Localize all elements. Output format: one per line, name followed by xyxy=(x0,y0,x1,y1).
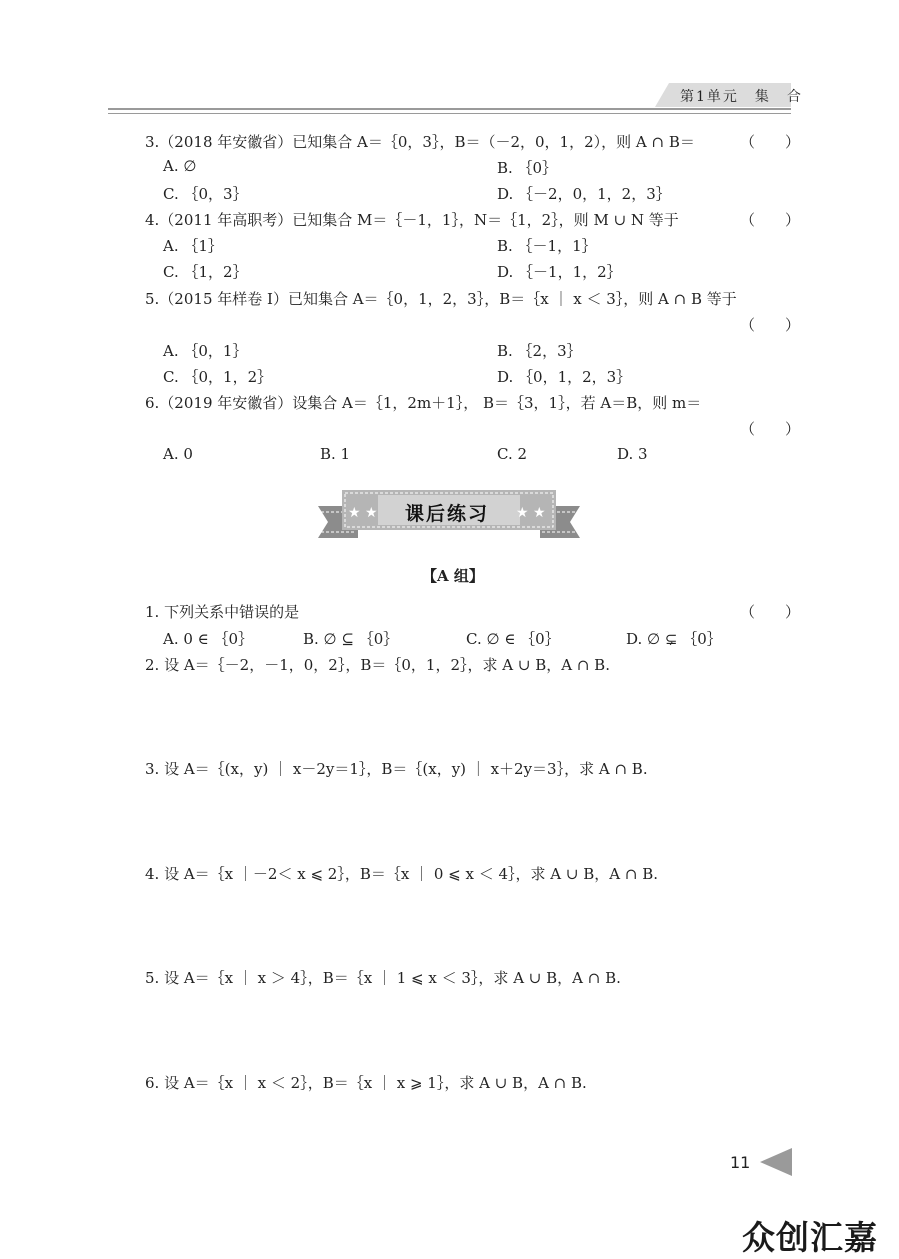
section-title: 课后练习 xyxy=(405,503,490,525)
page-number: 11 xyxy=(730,1153,751,1172)
question-6-option-d: D. 3 xyxy=(617,445,648,463)
question-5-option-d: D. ｛0，1，2，3｝ xyxy=(497,368,632,386)
group-label: 【A 组】 xyxy=(422,567,484,585)
star-icon: ★ ★ xyxy=(516,505,546,521)
question-5-option-c: C. ｛0，1，2｝ xyxy=(163,368,273,386)
exercise-2-stem: 2. 设 A＝｛－2，－1，0，2｝，B＝｛0，1，2｝，求 A ∪ B，A ∩ B. xyxy=(145,656,610,674)
exercise-3-stem: 3. 设 A＝｛(x，y) ｜ x－2y＝1｝，B＝｛(x，y) ｜ x＋2y＝3｝，求 A ∩ B. xyxy=(145,760,648,778)
question-6-answer-paren: （ ） xyxy=(740,420,801,438)
exercise-1-option-a: A. 0 ∈ ｛0｝ xyxy=(163,630,254,648)
question-4-option-a: A. ｛1｝ xyxy=(163,237,223,255)
question-3-answer-paren: （ ） xyxy=(740,133,801,151)
star-icon: ★ ★ xyxy=(348,505,378,521)
question-4-answer-paren: （ ） xyxy=(740,211,801,229)
exercise-1-option-d: D. ∅ ⊊ ｛0｝ xyxy=(626,630,722,648)
question-3-option-d: D. ｛－2，0，1，2，3｝ xyxy=(497,185,671,203)
exercise-1-option-b: B. ∅ ⊆ ｛0｝ xyxy=(303,630,399,648)
question-3-option-a: A. ∅ xyxy=(163,157,197,175)
question-4-option-b: B. ｛－1，1｝ xyxy=(497,237,597,255)
unit-title: 第1单元 集 合 xyxy=(680,89,803,105)
exercise-6-stem: 6. 设 A＝｛x ｜ x ＜ 2｝，B＝｛x ｜ x ⩾ 1｝，求 A ∪ B，A ∩ B. xyxy=(145,1074,587,1092)
question-5-option-b: B. ｛2，3｝ xyxy=(497,342,582,360)
question-6-option-b: B. 1 xyxy=(320,445,351,463)
question-3-option-c: C. ｛0，3｝ xyxy=(163,185,248,203)
exercise-1-stem: 1. 下列关系中错误的是 xyxy=(145,603,300,621)
watermark: 众创汇嘉 xyxy=(742,1218,878,1257)
question-5-option-a: A. ｛0，1｝ xyxy=(163,342,248,360)
question-5-answer-paren: （ ） xyxy=(740,316,801,334)
question-4-option-c: C. ｛1，2｝ xyxy=(163,263,248,281)
question-4-option-d: D. ｛－1，1，2｝ xyxy=(497,263,622,281)
header-rule-bottom xyxy=(108,113,791,114)
question-6-option-c: C. 2 xyxy=(497,445,528,463)
page-arrow-icon xyxy=(760,1148,792,1176)
exercise-1-option-c: C. ∅ ∈ ｛0｝ xyxy=(466,630,560,648)
exercise-1-answer-paren: （ ） xyxy=(740,603,801,621)
question-5-stem: 5.（2015 年样卷 Ⅰ）已知集合 A＝｛0，1，2，3｝，B＝｛x ｜ x ＜ 3｝，则 A ∩ B 等于 xyxy=(145,290,737,308)
question-3-stem: 3.（2018 年安徽省）已知集合 A＝｛0，3｝，B＝（－2，0，1，2），则 A ∩ B＝ xyxy=(145,133,695,151)
exercise-5-stem: 5. 设 A＝｛x ｜ x ＞ 4｝，B＝｛x ｜ 1 ⩽ x ＜ 3｝，求 A ∪ B，A ∩ B. xyxy=(145,969,621,987)
header-rule-top xyxy=(108,108,791,110)
exercise-4-stem: 4. 设 A＝｛x ｜－2＜ x ⩽ 2｝，B＝｛x ｜ 0 ⩽ x ＜ 4｝，求 A ∪ B，A ∩ B. xyxy=(145,865,658,883)
question-6-stem: 6.（2019 年安徽省）设集合 A＝｛1，2m＋1｝， B＝｛3，1｝，若 A＝B，则 m＝ xyxy=(145,394,702,412)
question-4-stem: 4.（2011 年高职考）已知集合 M＝｛－1，1｝，N＝｛1，2｝，则 M ∪ N 等于 xyxy=(145,211,679,229)
question-3-option-b: B. ｛0｝ xyxy=(497,159,558,177)
question-6-option-a: A. 0 xyxy=(163,445,193,463)
